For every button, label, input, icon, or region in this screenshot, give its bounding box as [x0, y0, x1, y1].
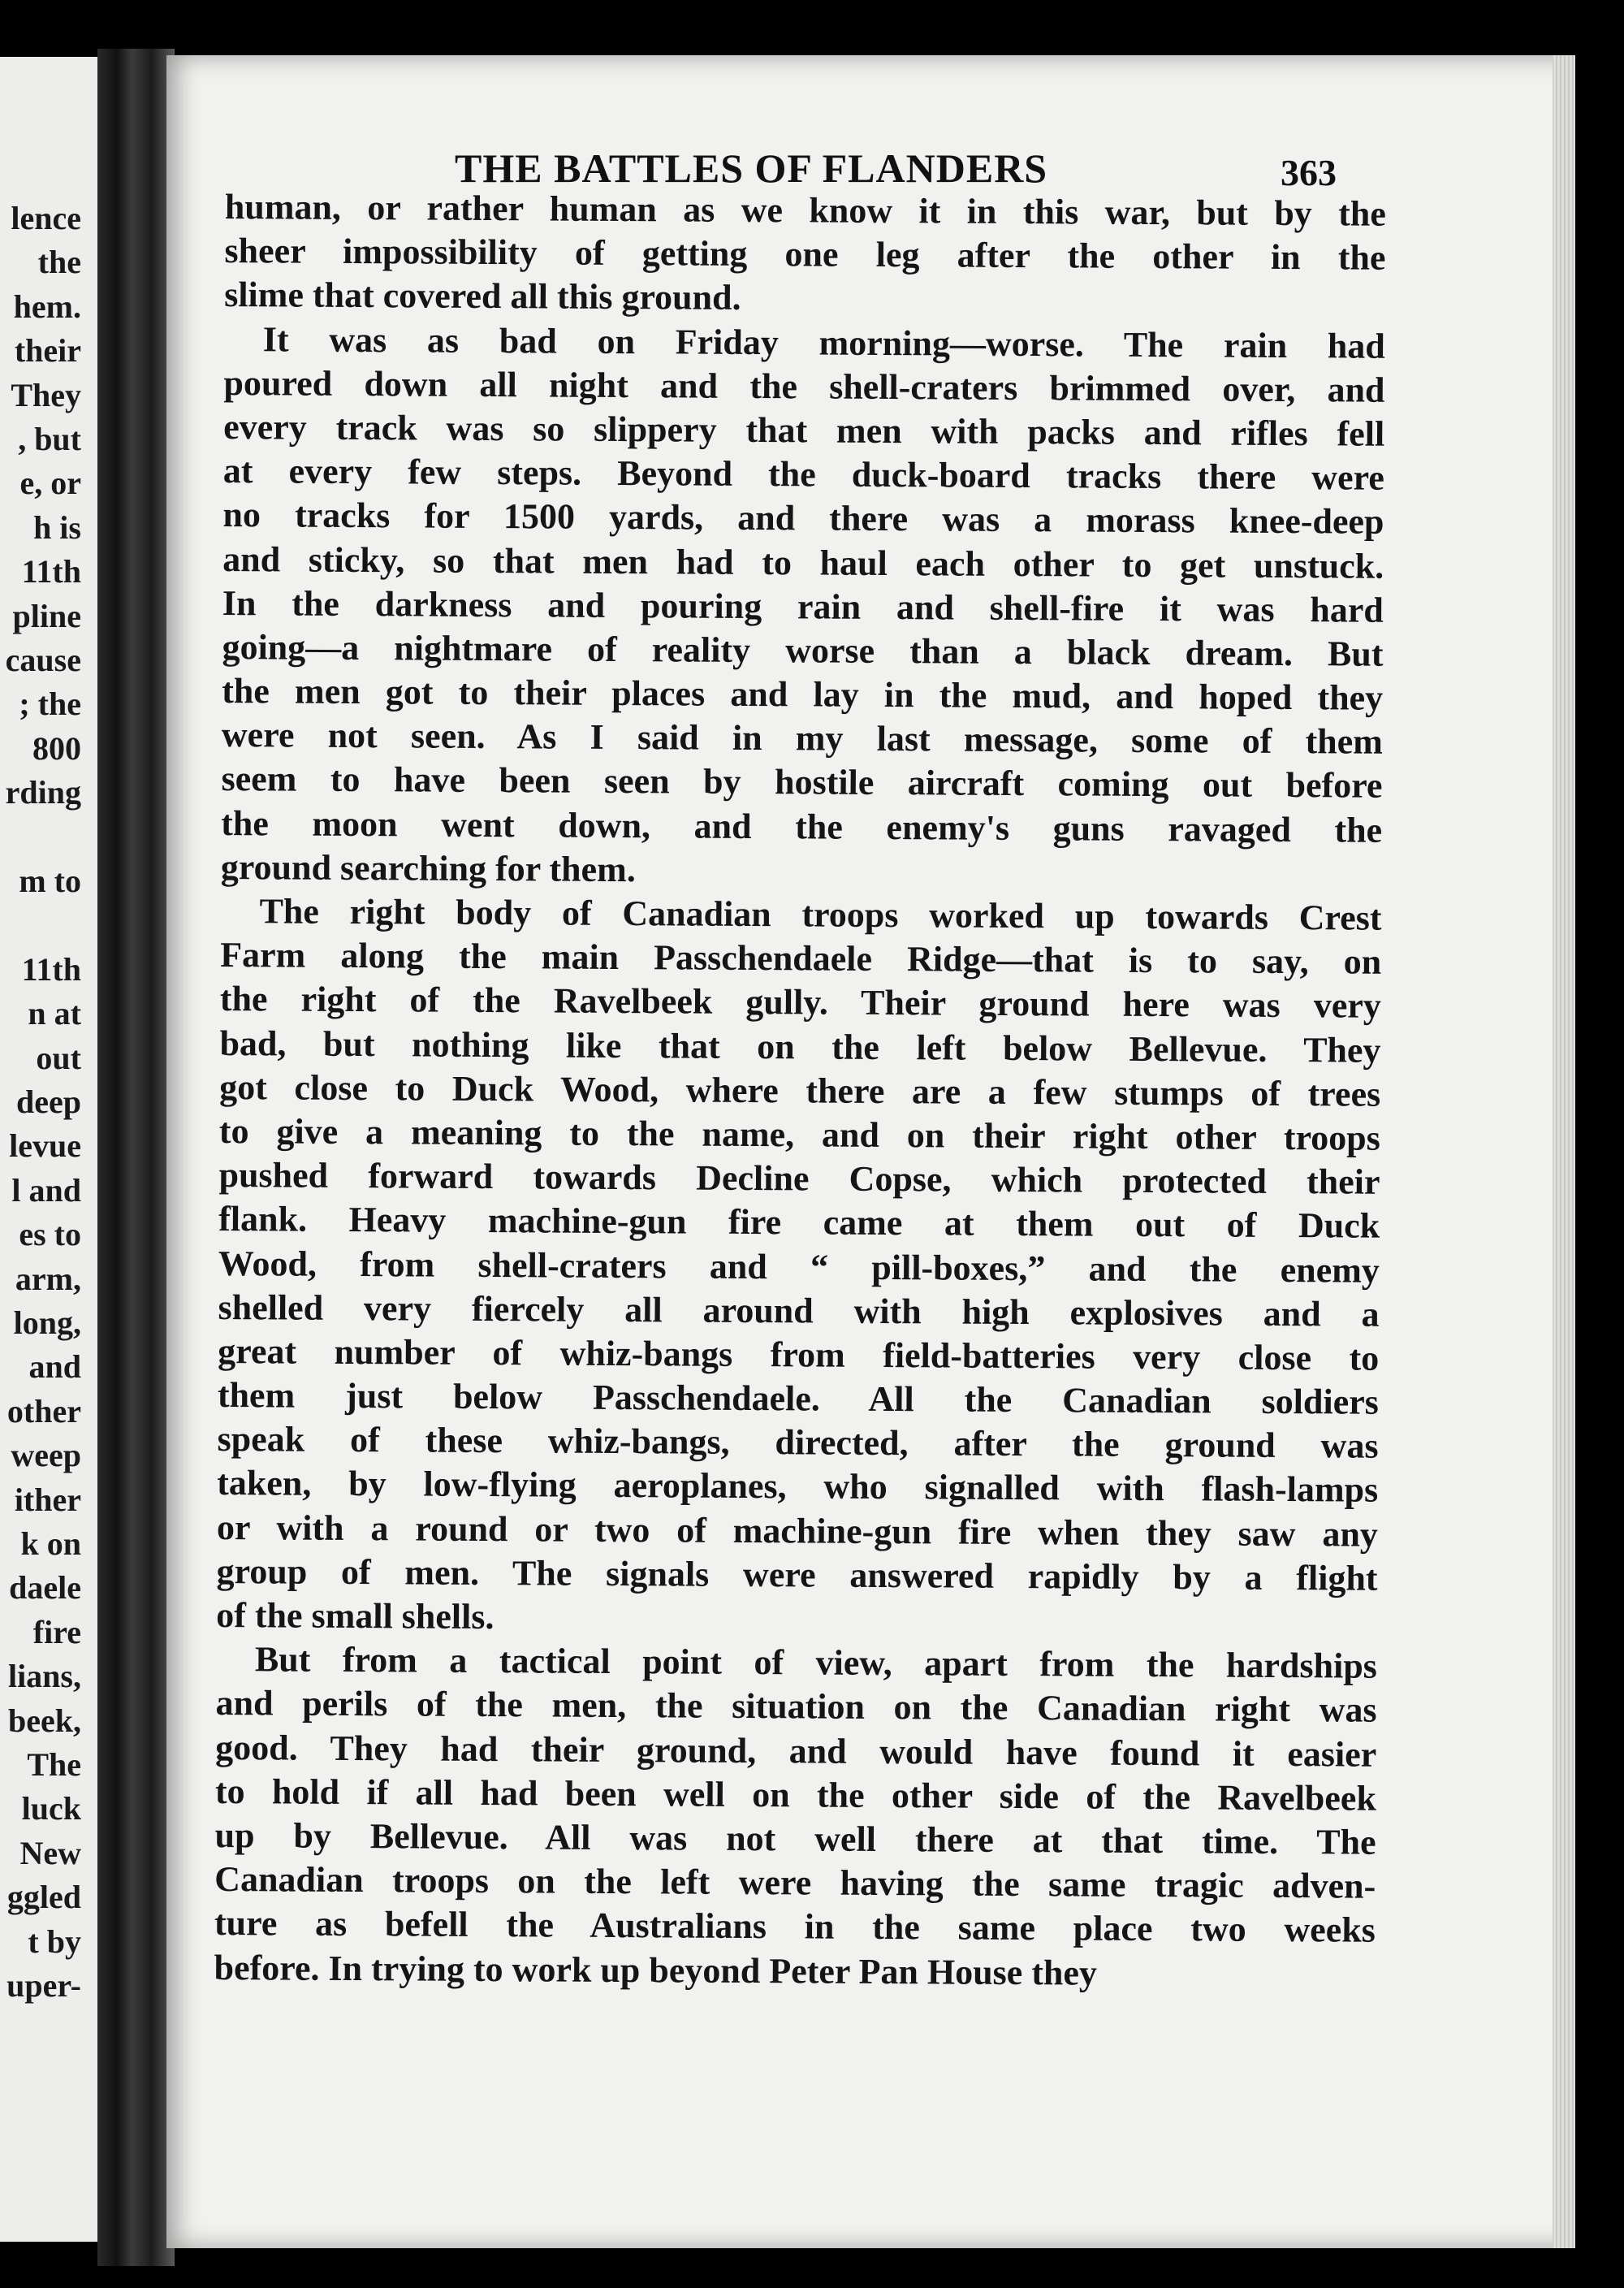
text-line: were not seen. As I said in my last message, some of them: [221, 715, 1383, 762]
text-line: every track was so slippery that men with packs and rifles fell: [223, 406, 1385, 454]
left-page-fragment: They: [11, 376, 81, 413]
text-line: to hold if all had been well on the other side of the Ravelbeek: [214, 1771, 1377, 1819]
text-line: Wood, from shell-craters and “ pill-boxes,” and the enemy: [218, 1243, 1380, 1291]
text-line: no tracks for 1500 yards, and there was a morass knee-deep: [222, 495, 1384, 543]
book-page: [166, 55, 1575, 2248]
left-page-fragment: New: [19, 1834, 81, 1871]
left-page-fragment: , but: [18, 421, 81, 457]
text-line: poured down all night and the shell-craters brimmed over, and: [223, 362, 1385, 410]
text-line: sheer impossibility of getting one leg after the other in the: [224, 231, 1386, 278]
left-page-fragment: lence: [11, 200, 81, 236]
text-line: Canadian troops on the left were having the same tragic adven-: [214, 1859, 1376, 1906]
left-page-fragment: es to: [19, 1216, 81, 1253]
text-line: or with a round or two of machine-gun fire when they saw any: [216, 1507, 1379, 1555]
left-page-fragment: beek,: [8, 1702, 81, 1739]
running-head: THE BATTLES OF FLANDERS: [455, 145, 1048, 191]
left-page-fragment: e, or: [19, 465, 81, 502]
left-page-fragment: h is: [33, 508, 81, 546]
text-line: them just below Passchendaele. All the Canadian soldiers: [217, 1375, 1380, 1422]
text-line: the men got to their places and lay in the mud, and hoped they: [222, 671, 1384, 718]
text-line: the right of the Ravelbeek gully. Their ground here was very: [219, 979, 1382, 1027]
left-page-fragment: 11th: [21, 950, 81, 988]
book-gutter: [97, 49, 175, 2266]
page-edge: [1553, 55, 1575, 2248]
left-page-fragment: 800: [32, 729, 81, 767]
text-line: and sticky, so that men had to haul each other to get unstuck.: [222, 538, 1384, 586]
left-page-fragment: fire: [32, 1613, 81, 1650]
left-page-fragment: their: [14, 332, 81, 370]
text-line: flank. Heavy machine-gun fire came at them out of Duck: [218, 1199, 1380, 1247]
left-page-fragment: long,: [13, 1304, 81, 1341]
text-line: of the small shells.: [216, 1594, 495, 1637]
text-line: human, or rather human as we know it in this war, but by the: [224, 186, 1386, 234]
left-page-fragment: deep: [16, 1083, 81, 1120]
left-page-fragment: levue: [9, 1127, 81, 1165]
body-text: [214, 185, 1386, 1996]
text-line: great number of whiz-bangs from field-batteries very close to: [218, 1330, 1380, 1378]
text-line: group of men. The signals were answered rapidly by a flight: [216, 1551, 1378, 1598]
left-page-fragment: daele: [9, 1569, 81, 1607]
left-page-fragment: ; the: [19, 686, 81, 723]
text-line: But from a tactical point of view, apart from the hardships: [254, 1639, 1378, 1686]
text-line: seem to have been seen by hostile aircraft coming out before: [221, 759, 1383, 807]
text-line: the moon went down, and the enemy's guns ravaged the: [221, 802, 1383, 850]
left-page-fragment: ggled: [6, 1879, 81, 1916]
text-line: got close to Duck Wood, where there are a few stumps of trees: [219, 1066, 1381, 1114]
text-line: shelled very fiercely all around with high explosives and a: [218, 1287, 1380, 1334]
left-page-fragment: ither: [14, 1481, 81, 1518]
text-line: It was as bad on Friday morning—worse. The rain had: [262, 318, 1385, 366]
text-line: before. In trying to work up beyond Peter Pan House they: [214, 1947, 1098, 1993]
left-page-fragment: pline: [12, 597, 81, 634]
left-page-fragment: t by: [28, 1923, 81, 1960]
text-line: slime that covered all this ground.: [224, 275, 741, 318]
text-line: ture as befell the Australians in the same place two weeks: [214, 1903, 1376, 1951]
left-page-fragment: hem.: [13, 288, 81, 325]
text-line: good. They had their ground, and would have found it easier: [215, 1727, 1377, 1775]
text-line: at every few steps. Beyond the duck-board tracks there were: [222, 451, 1384, 498]
text-line: bad, but nothing like that on the left below Bellevue. They: [219, 1023, 1381, 1070]
page-number: 363: [1281, 152, 1337, 193]
text-line: taken, by low-flying aeroplanes, who signalled with flash-lamps: [217, 1463, 1379, 1511]
text-line: pushed forward towards Decline Copse, which protected their: [218, 1155, 1380, 1202]
left-page-fragment: cause: [5, 642, 81, 678]
left-page-fragment: k on: [20, 1525, 81, 1562]
left-page-fragment: l and: [11, 1171, 81, 1209]
left-page-fragment: n at: [28, 995, 81, 1032]
left-page-fragment: rding: [5, 774, 81, 811]
left-page-fragment: luck: [21, 1790, 81, 1827]
text-line: and perils of the men, the situation on the Canadian right was: [215, 1683, 1377, 1731]
text-line: The right body of Canadian troops worked up towards Crest: [259, 891, 1382, 938]
left-page-fragment: 11th: [21, 553, 81, 590]
left-page-fragment: lians,: [7, 1658, 81, 1695]
left-page-fragment: out: [36, 1039, 81, 1076]
text-line: In the darkness and pouring rain and shell-fire it was hard: [222, 582, 1384, 630]
text-line: speak of these whiz-bangs, directed, after the ground was: [217, 1419, 1379, 1466]
text-line: ground searching for them.: [220, 846, 636, 889]
left-page-fragment: other: [6, 1392, 81, 1429]
left-page-fragment: arm,: [15, 1260, 81, 1297]
text-line: to give a meaning to the name, and on their right other troops: [218, 1110, 1381, 1158]
text-line: Farm along the main Passchendaele Ridge—that is to say, on: [220, 935, 1382, 982]
left-page-fragment: and: [28, 1348, 81, 1386]
left-page-fragment: The: [27, 1746, 81, 1783]
text-line: up by Bellevue. All was not well there at that time. The: [214, 1814, 1376, 1862]
left-page-fragment: the: [37, 244, 81, 281]
text-line: going—a nightmare of reality worse than a black dream. But: [222, 626, 1384, 674]
left-page-fragment: weep: [11, 1437, 81, 1474]
left-page-fragment: uper-: [6, 1967, 81, 2004]
left-page-fragment: m to: [19, 863, 81, 899]
